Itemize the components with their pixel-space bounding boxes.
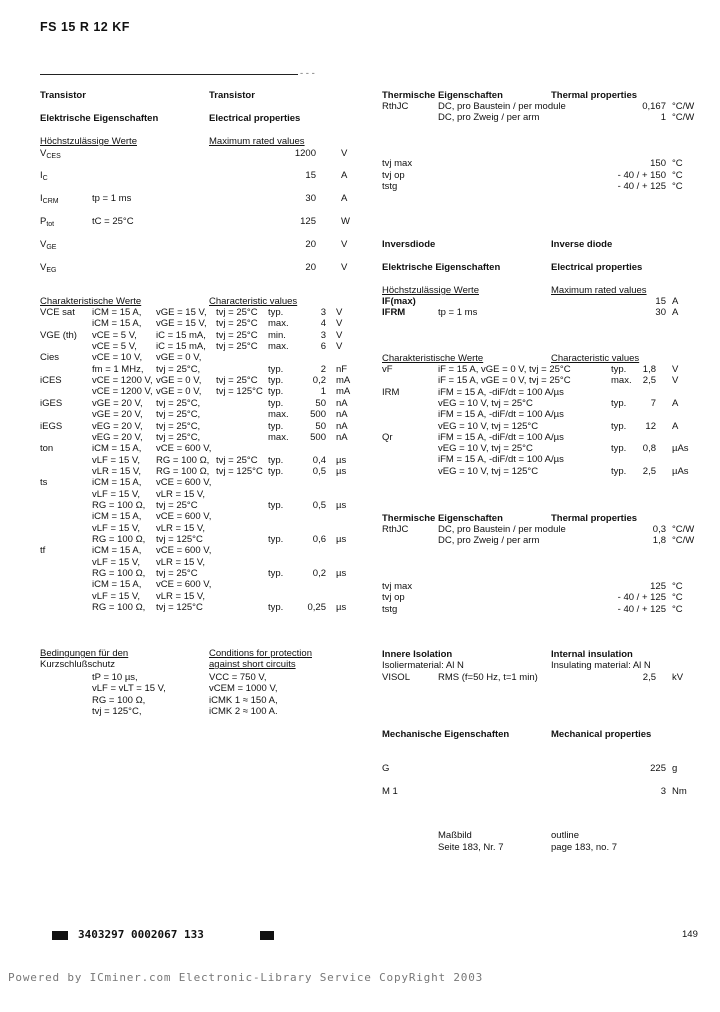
char-condition-1: vGE = 20 V,: [92, 398, 143, 409]
sc-heading-en-1: Conditions for protection: [209, 648, 312, 659]
diode-char-value: 12: [645, 421, 656, 432]
char-unit: V: [336, 307, 343, 318]
diode-thermal-symbol: tvj max: [382, 581, 413, 592]
diode-thermal-unit: °C/W: [672, 535, 695, 546]
max-unit: A: [341, 170, 348, 181]
char-qualifier: max.: [268, 318, 289, 329]
mech-torque-unit: Nm: [672, 786, 687, 797]
char-condition-2: tvj = 25°C: [156, 500, 198, 511]
thermal-unit: °C/W: [672, 112, 695, 123]
char-unit: nA: [336, 398, 348, 409]
char-condition-3: tvj = 25°C: [216, 330, 258, 341]
char-symbol: iGES: [40, 398, 63, 409]
thermal-unit: °C: [672, 181, 683, 192]
max-symbol: [40, 170, 48, 184]
diode-heading-en: Inverse diode: [551, 239, 613, 250]
max-symbol: [40, 216, 54, 230]
char-condition-1: iCM = 15 A,: [92, 545, 142, 556]
diode-max-condition: tp = 1 ms: [438, 307, 478, 318]
char-value: 50: [315, 421, 326, 432]
sc-condition-left: tP = 10 µs,: [92, 672, 138, 683]
max-symbol: [40, 239, 56, 253]
thermal-unit: °C/W: [672, 101, 695, 112]
max-symbol-base: V: [40, 239, 47, 250]
max-unit: A: [341, 193, 348, 204]
outline-ref-en: page 183, no. 7: [551, 842, 618, 853]
char-unit: µs: [336, 455, 347, 466]
diode-char-qualifier: typ.: [611, 421, 627, 432]
diode-char-qualifier: typ.: [611, 398, 627, 409]
char-value: 500: [310, 432, 326, 443]
outline-ref-de: Seite 183, Nr. 7: [438, 842, 504, 853]
char-unit: V: [336, 341, 343, 352]
diode-max-unit: A: [672, 296, 679, 307]
max-values-heading-en: Maximum rated values: [209, 136, 305, 147]
char-qualifier: max.: [268, 341, 289, 352]
thermal-symbol: tstg: [382, 181, 398, 192]
char-qualifier: max.: [268, 432, 289, 443]
char-qualifier: typ.: [268, 398, 284, 409]
char-condition-2: RG = 100 Ω,: [156, 455, 210, 466]
char-values-heading-de: Charakteristische Werte: [40, 296, 142, 307]
thermal-unit: °C: [672, 170, 683, 181]
sc-condition-left: vLF = vLT = 15 V,: [92, 683, 166, 694]
char-unit: mA: [336, 386, 351, 397]
insulation-condition: RMS (f=50 Hz, t=1 min): [438, 672, 538, 683]
char-unit: nF: [336, 364, 348, 375]
char-condition-1: vCE = 5 V,: [92, 341, 137, 352]
char-condition-2: iC = 15 mA,: [156, 330, 206, 341]
diode-char-unit: V: [672, 375, 679, 386]
diode-char-condition: vEG = 10 V, tvj = 125°C: [438, 421, 539, 432]
sc-condition-right: vCEM = 1000 V,: [209, 683, 278, 694]
max-condition: tC = 25°C: [92, 216, 134, 227]
char-condition-3: tvj = 25°C: [216, 341, 258, 352]
char-condition-1: vLF = 15 V,: [92, 523, 140, 534]
char-value: 1: [320, 386, 326, 397]
char-condition-2: vLR = 15 V,: [156, 489, 206, 500]
diode-char-qualifier: typ.: [611, 364, 627, 375]
max-value: 15: [305, 170, 316, 181]
char-condition-3: tvj = 25°C: [216, 307, 258, 318]
sc-condition-right: iCMK 2 ≈ 100 A.: [209, 706, 278, 717]
diode-char-condition: iFM = 15 A, -diF/dt = 100 A/µs: [438, 409, 564, 420]
char-condition-2: vCE = 600 V,: [156, 443, 212, 454]
max-symbol-sub: C: [42, 175, 48, 182]
outline-label-de: Maßbild: [438, 830, 472, 841]
thermal-heading-en: Thermal properties: [551, 90, 638, 101]
watermark-footer: Powered by ICminer.com Electronic-Library Service CopyRight 2003: [8, 971, 484, 984]
char-condition-1: iCM = 15 A,: [92, 443, 142, 454]
sc-condition-right: VCC = 750 V,: [209, 672, 267, 683]
char-condition-1: fm = 1 MHz,: [92, 364, 144, 375]
transistor-heading-de: Transistor: [40, 90, 86, 101]
diode-char-symbol: Qr: [382, 432, 393, 443]
page-number: 149: [682, 929, 698, 940]
char-value: 2: [320, 364, 326, 375]
diode-char-unit: V: [672, 364, 679, 375]
char-condition-1: RG = 100 Ω,: [92, 534, 146, 545]
char-qualifier: typ.: [268, 364, 284, 375]
diode-heading-de: Inversdiode: [382, 239, 436, 250]
char-unit: nA: [336, 432, 348, 443]
barcode-block-right: [260, 931, 274, 940]
max-value: 125: [300, 216, 316, 227]
diode-char-unit: A: [672, 421, 679, 432]
char-symbol: ton: [40, 443, 54, 454]
diode-char-condition: iFM = 15 A, -diF/dt = 100 A/µs: [438, 432, 564, 443]
diode-char-unit: A: [672, 398, 679, 409]
char-value: 0,4: [312, 455, 326, 466]
char-condition-2: tvj = 25°C,: [156, 364, 201, 375]
char-symbol: VCE sat: [40, 307, 75, 318]
insulation-material-de: Isoliermaterial: Al N: [382, 660, 464, 671]
char-unit: V: [336, 330, 343, 341]
char-condition-2: vLR = 15 V,: [156, 523, 206, 534]
diode-char-condition: iFM = 15 A, -diF/dt = 100 A/µs: [438, 454, 564, 465]
sc-heading-de-1: Bedingungen für den: [40, 648, 129, 659]
diode-char-value: 1,8: [642, 364, 656, 375]
char-value: 3: [320, 330, 326, 341]
diode-thermal-unit: °C: [672, 581, 683, 592]
diode-thermal-heading-en: Thermal properties: [551, 513, 638, 524]
char-condition-2: vCE = 600 V,: [156, 477, 212, 488]
char-condition-2: tvj = 25°C,: [156, 421, 201, 432]
char-qualifier: typ.: [268, 534, 284, 545]
diode-thermal-unit: °C/W: [672, 524, 695, 535]
diode-max-symbol: IFRM: [382, 307, 406, 318]
max-symbol-base: V: [40, 148, 47, 159]
char-condition-1: vLF = 15 V,: [92, 455, 140, 466]
diode-char-unit: µAs: [672, 443, 689, 454]
diode-char-heading-en: Characteristic values: [551, 353, 640, 364]
char-condition-1: vCE = 1200 V,: [92, 375, 153, 386]
diode-max-heading-en: Maximum rated values: [551, 285, 647, 296]
diode-char-qualifier: max.: [611, 375, 632, 386]
char-symbol: ts: [40, 477, 48, 488]
char-value: 4: [320, 318, 326, 329]
char-condition-2: RG = 100 Ω,: [156, 466, 210, 477]
max-unit: W: [341, 216, 350, 227]
char-condition-3: tvj = 125°C: [216, 386, 263, 397]
diode-thermal-value: 1,8: [652, 535, 666, 546]
diode-thermal-value: - 40 / + 125: [617, 604, 666, 615]
max-symbol: [40, 148, 61, 162]
diode-char-condition: vEG = 10 V, tvj = 25°C: [438, 398, 533, 409]
char-value: 0,2: [312, 375, 326, 386]
char-unit: µs: [336, 466, 347, 477]
diode-thermal-symbol: tvj op: [382, 592, 405, 603]
char-condition-3: tvj = 25°C: [216, 375, 258, 386]
char-values-heading-en: Characteristic values: [209, 296, 298, 307]
char-condition-1: iCM = 15 A,: [92, 511, 142, 522]
char-condition-2: tvj = 25°C,: [156, 398, 201, 409]
max-condition: tp = 1 ms: [92, 193, 132, 204]
mech-weight-symbol: G: [382, 763, 390, 774]
sc-heading-de-2: Kurzschlußschutz: [40, 659, 115, 670]
thermal-heading-de: Thermische Eigenschaften: [382, 90, 503, 101]
char-condition-2: tvj = 25°C: [156, 568, 198, 579]
char-unit: mA: [336, 375, 351, 386]
char-condition-2: vGE = 15 V,: [156, 307, 207, 318]
char-symbol: iEGS: [40, 421, 63, 432]
max-value: 30: [305, 193, 316, 204]
diode-char-heading-de: Charakteristische Werte: [382, 353, 484, 364]
char-symbol: Cies: [40, 352, 60, 363]
char-qualifier: typ.: [268, 307, 284, 318]
diode-char-condition: iF = 15 A, vGE = 0 V, tvj = 25°C: [438, 364, 571, 375]
diode-char-condition: vEG = 10 V, tvj = 125°C: [438, 466, 539, 477]
char-unit: µs: [336, 500, 347, 511]
diode-char-qualifier: typ.: [611, 443, 627, 454]
max-symbol-base: I: [40, 193, 43, 204]
char-symbol: tf: [40, 545, 46, 556]
char-condition-2: tvj = 25°C,: [156, 432, 201, 443]
diode-thermal-value: - 40 / + 125: [617, 592, 666, 603]
char-condition-3: tvj = 25°C: [216, 318, 258, 329]
char-qualifier: typ.: [268, 375, 284, 386]
char-condition-2: vGE = 15 V,: [156, 318, 207, 329]
char-condition-2: vGE = 0 V,: [156, 375, 202, 386]
char-qualifier: min.: [268, 330, 286, 341]
diode-char-condition: vEG = 10 V, tvj = 25°C: [438, 443, 533, 454]
char-condition-2: vLR = 15 V,: [156, 557, 206, 568]
char-condition-1: iCM = 15 A,: [92, 477, 142, 488]
max-unit: V: [341, 148, 348, 159]
char-condition-2: tvj = 25°C,: [156, 409, 201, 420]
diode-char-condition: iF = 15 A, vGE = 0 V, tvj = 25°C: [438, 375, 571, 386]
max-symbol-sub: EG: [46, 267, 57, 274]
char-unit: µs: [336, 568, 347, 579]
diode-char-qualifier: typ.: [611, 466, 627, 477]
diode-char-value: 2,5: [642, 466, 656, 477]
max-symbol-sub: GE: [46, 244, 57, 251]
barcode-number: 3403297 0002067 133: [78, 928, 204, 941]
char-unit: µs: [336, 602, 347, 613]
sc-condition-right: iCMK 1 ≈ 150 A,: [209, 695, 278, 706]
char-value: 50: [315, 398, 326, 409]
thermal-value: - 40 / + 150: [617, 170, 666, 181]
max-symbol-base: P: [40, 216, 47, 227]
char-condition-1: vGE = 20 V,: [92, 409, 143, 420]
mech-weight-unit: g: [672, 763, 678, 774]
thermal-symbol: tvj max: [382, 158, 413, 169]
char-value: 0,25: [307, 602, 326, 613]
char-condition-1: vCE = 10 V,: [92, 352, 143, 363]
char-condition-2: vLR = 15 V,: [156, 591, 206, 602]
char-condition-1: vLR = 15 V,: [92, 466, 142, 477]
thermal-unit: °C: [672, 158, 683, 169]
insulation-heading-de: Innere Isolation: [382, 649, 453, 660]
char-condition-1: RG = 100 Ω,: [92, 602, 146, 613]
insulation-unit: kV: [672, 672, 684, 683]
thermal-condition: DC, pro Baustein / per module: [438, 101, 566, 112]
char-unit: V: [336, 318, 343, 329]
char-value: 6: [320, 341, 326, 352]
diode-electrical-heading-en: Electrical properties: [551, 262, 643, 273]
char-condition-2: vCE = 600 V,: [156, 579, 212, 590]
char-unit: µs: [336, 534, 347, 545]
thermal-value: 1: [660, 112, 666, 123]
sc-condition-left: RG = 100 Ω,: [92, 695, 146, 706]
max-symbol-base: V: [40, 262, 47, 273]
char-condition-1: iCM = 15 A,: [92, 318, 142, 329]
electrical-heading-en: Electrical properties: [209, 113, 301, 124]
char-condition-1: vEG = 20 V,: [92, 432, 143, 443]
datasheet-title: FS 15 R 12 KF: [40, 20, 130, 34]
thermal-symbol: RthJC: [382, 101, 409, 112]
char-symbol: iCES: [40, 375, 62, 386]
header-rule: [40, 74, 298, 75]
thermal-condition: DC, pro Zweig / per arm: [438, 112, 540, 123]
char-condition-1: vCE = 1200 V,: [92, 386, 153, 397]
rule-dots: - - -: [300, 68, 315, 79]
diode-thermal-symbol: RthJC: [382, 524, 409, 535]
diode-thermal-unit: °C: [672, 592, 683, 603]
char-qualifier: typ.: [268, 455, 284, 466]
char-qualifier: typ.: [268, 421, 284, 432]
max-value: 20: [305, 262, 316, 273]
max-value: 1200: [294, 148, 316, 159]
char-condition-1: vLF = 15 V,: [92, 557, 140, 568]
diode-char-value: 0,8: [642, 443, 656, 454]
max-unit: V: [341, 239, 348, 250]
char-qualifier: max.: [268, 409, 289, 420]
mech-torque-symbol: M 1: [382, 786, 398, 797]
thermal-symbol: tvj op: [382, 170, 405, 181]
char-qualifier: typ.: [268, 500, 284, 511]
char-condition-3: tvj = 25°C: [216, 455, 258, 466]
max-symbol-sub: tot: [46, 221, 55, 228]
char-value: 0,2: [312, 568, 326, 579]
electrical-heading-de: Elektrische Eigenschaften: [40, 113, 159, 124]
insulation-value: 2,5: [642, 672, 656, 683]
diode-char-value: 7: [650, 398, 656, 409]
char-qualifier: typ.: [268, 466, 284, 477]
mechanical-heading-de: Mechanische Eigenschaften: [382, 729, 510, 740]
char-condition-1: RG = 100 Ω,: [92, 500, 146, 511]
char-condition-3: tvj = 125°C: [216, 466, 263, 477]
mechanical-heading-en: Mechanical properties: [551, 729, 652, 740]
char-condition-1: vCE = 5 V,: [92, 330, 137, 341]
insulation-material-en: Insulating material: Al N: [551, 660, 651, 671]
char-condition-1: vLF = 15 V,: [92, 489, 140, 500]
thermal-value: 0,167: [642, 101, 666, 112]
max-unit: V: [341, 262, 348, 273]
diode-max-symbol: IF(max): [382, 296, 416, 307]
thermal-value: 150: [650, 158, 666, 169]
max-values-heading-de: Höchstzulässige Werte: [40, 136, 137, 147]
char-condition-1: vLF = 15 V,: [92, 591, 140, 602]
diode-max-value: 15: [655, 296, 666, 307]
diode-thermal-symbol: tstg: [382, 604, 398, 615]
diode-char-unit: µAs: [672, 466, 689, 477]
diode-electrical-heading-de: Elektrische Eigenschaften: [382, 262, 501, 273]
char-condition-2: tvj = 125°C: [156, 602, 203, 613]
sc-condition-left: tvj = 125°C,: [92, 706, 142, 717]
char-condition-1: iCM = 15 A,: [92, 307, 142, 318]
insulation-symbol: VISOL: [382, 672, 410, 683]
char-condition-1: iCM = 15 A,: [92, 579, 142, 590]
char-value: 0,5: [312, 500, 326, 511]
transistor-heading-en: Transistor: [209, 90, 255, 101]
char-condition-2: vGE = 0 V,: [156, 352, 202, 363]
diode-thermal-heading-de: Thermische Eigenschaften: [382, 513, 503, 524]
char-condition-2: iC = 15 mA,: [156, 341, 206, 352]
char-condition-1: vEG = 20 V,: [92, 421, 143, 432]
barcode-block-left: [52, 931, 68, 940]
char-unit: nA: [336, 421, 348, 432]
diode-char-symbol: vF: [382, 364, 393, 375]
max-symbol-sub: CRM: [42, 198, 59, 205]
max-value: 20: [305, 239, 316, 250]
char-value: 0,5: [312, 466, 326, 477]
max-symbol-base: I: [40, 170, 43, 181]
diode-thermal-unit: °C: [672, 604, 683, 615]
mech-weight-value: 225: [650, 763, 666, 774]
diode-thermal-condition: DC, pro Zweig / per arm: [438, 535, 540, 546]
char-value: 3: [320, 307, 326, 318]
mech-torque-value: 3: [660, 786, 666, 797]
insulation-heading-en: Internal insulation: [551, 649, 633, 660]
char-value: 500: [310, 409, 326, 420]
max-symbol-sub: CES: [46, 153, 61, 160]
outline-label-en: outline: [551, 830, 579, 841]
sc-heading-en-2: against short circuits: [209, 659, 296, 670]
char-condition-2: vCE = 600 V,: [156, 511, 212, 522]
max-symbol: [40, 262, 56, 276]
diode-char-symbol: IRM: [382, 387, 400, 398]
diode-max-heading-de: Höchstzulässige Werte: [382, 285, 479, 296]
diode-thermal-value: 125: [650, 581, 666, 592]
diode-char-value: 2,5: [642, 375, 656, 386]
diode-max-unit: A: [672, 307, 679, 318]
max-symbol: [40, 193, 59, 207]
thermal-value: - 40 / + 125: [617, 181, 666, 192]
char-symbol: VGE (th): [40, 330, 77, 341]
diode-thermal-value: 0,3: [652, 524, 666, 535]
char-unit: nA: [336, 409, 348, 420]
char-qualifier: typ.: [268, 568, 284, 579]
diode-thermal-condition: DC, pro Baustein / per module: [438, 524, 566, 535]
diode-char-condition: iFM = 15 A, -diF/dt = 100 A/µs: [438, 387, 564, 398]
char-qualifier: typ.: [268, 386, 284, 397]
diode-max-value: 30: [655, 307, 666, 318]
char-condition-2: vCE = 600 V,: [156, 545, 212, 556]
char-condition-2: vGE = 0 V,: [156, 386, 202, 397]
char-value: 0,6: [312, 534, 326, 545]
char-qualifier: typ.: [268, 602, 284, 613]
char-condition-2: tvj = 125°C: [156, 534, 203, 545]
char-condition-1: RG = 100 Ω,: [92, 568, 146, 579]
